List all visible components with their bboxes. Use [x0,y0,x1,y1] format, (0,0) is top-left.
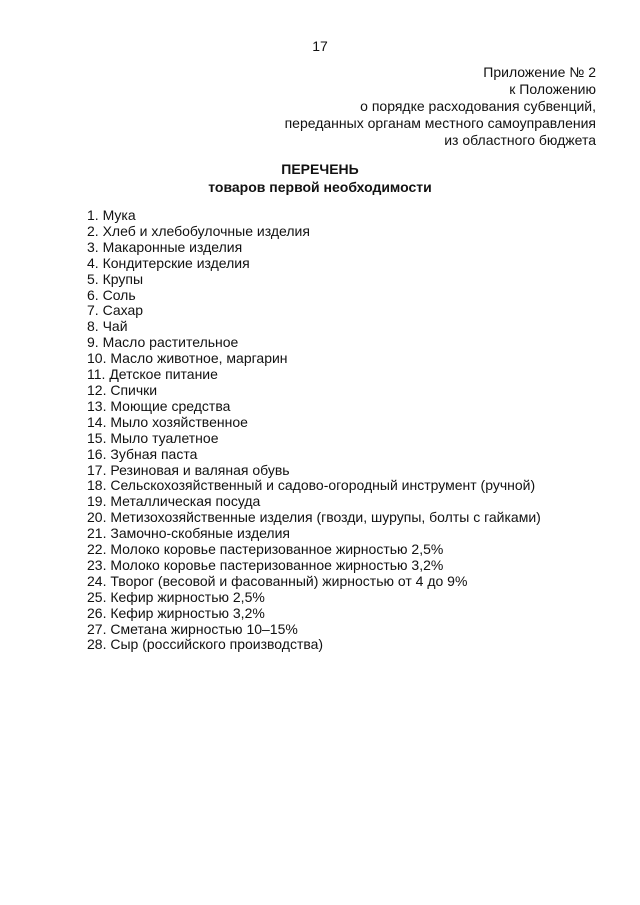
list-item-number: 14. [87,413,107,430]
list-item-text: Спички [110,381,158,398]
document-title-block [0,160,640,196]
list-item-text: Кондитерские изделия [102,254,250,271]
list-item [87,447,541,463]
list-item-number: 19. [87,493,107,510]
appendix-line: к Положению [509,81,596,97]
list-item [87,478,541,494]
goods-list [87,208,541,653]
list-item-text: Молоко коровье пастеризованное жирностью 2,5% [110,541,444,558]
list-item-number: 7. [87,302,99,319]
list-item-number: 27. [87,620,107,637]
list-item-number: 3. [87,238,99,255]
list-item-text: Кефир жирностью 3,2% [110,604,265,621]
list-item-text: Молоко коровье пастеризованное жирностью 3,2% [110,556,444,573]
appendix-line: из областного бюджета [444,132,596,148]
page-number: 17 [312,38,328,54]
list-item [87,303,541,319]
list-item-number: 1. [87,207,99,223]
list-item [87,574,541,590]
list-item-text: Сыр (российского производства) [110,636,324,653]
list-item-number: 18. [87,477,107,494]
list-item [87,208,541,224]
list-item-number: 6. [87,286,99,303]
list-item-number: 15. [87,429,107,446]
list-item-number: 25. [87,588,107,605]
list-item-text: Соль [102,286,136,303]
list-item-text: Металлическая посуда [110,493,261,510]
list-item [87,526,541,542]
list-item-text: Крупы [102,270,144,287]
list-item [87,637,541,653]
list-item [87,606,541,622]
document-title: ПЕРЕЧЕНЬ [281,161,359,177]
list-item-number: 2. [87,222,99,239]
list-item [87,256,541,272]
list-item-text: Мыло хозяйственное [110,413,248,430]
list-item-number: 13. [87,397,107,414]
list-item [87,510,541,526]
list-item-text: Масло растительное [102,334,239,351]
list-item [87,622,541,638]
list-item-number: 11. [87,366,106,383]
list-item-text: Масло животное, маргарин [110,350,288,367]
list-item [87,590,541,606]
list-item [87,288,541,304]
list-item-number: 5. [87,270,99,287]
list-item [87,240,541,256]
appendix-line: переданных органам местного самоуправления [284,115,596,131]
list-item-text: Зубная паста [110,445,198,462]
list-item [87,558,541,574]
list-item [87,272,541,288]
appendix-line: о порядке расходования субвенций, [360,98,596,114]
document-subtitle: товаров первой необходимости [208,179,432,195]
list-item-number: 10. [87,350,107,367]
list-item-text: Творог (весовой и фасованный) жирностью от 4 до 9% [110,572,468,589]
list-item-number: 24. [87,572,107,589]
list-item-text: Сметана жирностью 10–15% [110,620,298,637]
list-item-text: Сельскохозяйственный и садово-огородный инструмент (ручной) [110,477,536,494]
list-item [87,542,541,558]
list-item-number: 4. [87,254,99,271]
list-item [87,224,541,240]
list-item-number: 26. [87,604,107,621]
list-item [87,494,541,510]
list-item-text: Чай [102,318,128,335]
list-item-text: Мука [102,207,136,223]
list-item [87,431,541,447]
list-item-number: 12. [87,381,107,398]
list-item-text: Резиновая и валяная обувь [110,461,290,478]
list-item-number: 23. [87,556,107,573]
list-item-number: 8. [87,318,99,335]
list-item-text: Метизохозяйственные изделия (гвозди, шурупы, болты с гайками) [110,509,541,526]
list-item-number: 16. [87,445,107,462]
appendix-reference [285,64,596,149]
list-item [87,383,541,399]
list-item-number: 20. [87,509,107,526]
list-item-text: Кефир жирностью 2,5% [110,588,265,605]
list-item-text: Хлеб и хлебобулочные изделия [102,222,310,239]
list-item-text: Сахар [102,302,144,319]
list-item-text: Замочно-скобяные изделия [110,525,291,542]
list-item [87,319,541,335]
list-item-number: 22. [87,541,107,558]
list-item [87,399,541,415]
list-item [87,415,541,431]
list-item [87,351,541,367]
list-item [87,463,541,479]
list-item-text: Макаронные изделия [102,238,243,255]
list-item-number: 9. [87,334,99,351]
list-item [87,367,541,383]
list-item [87,335,541,351]
list-item-text: Моющие средства [110,397,231,414]
list-item-number: 21. [87,525,107,542]
appendix-line: Приложение № 2 [483,64,596,80]
list-item-number: 17. [87,461,107,478]
list-item-number: 28. [87,636,107,653]
list-item-text: Мыло туалетное [110,429,219,446]
list-item-text: Детское питание [109,366,218,383]
